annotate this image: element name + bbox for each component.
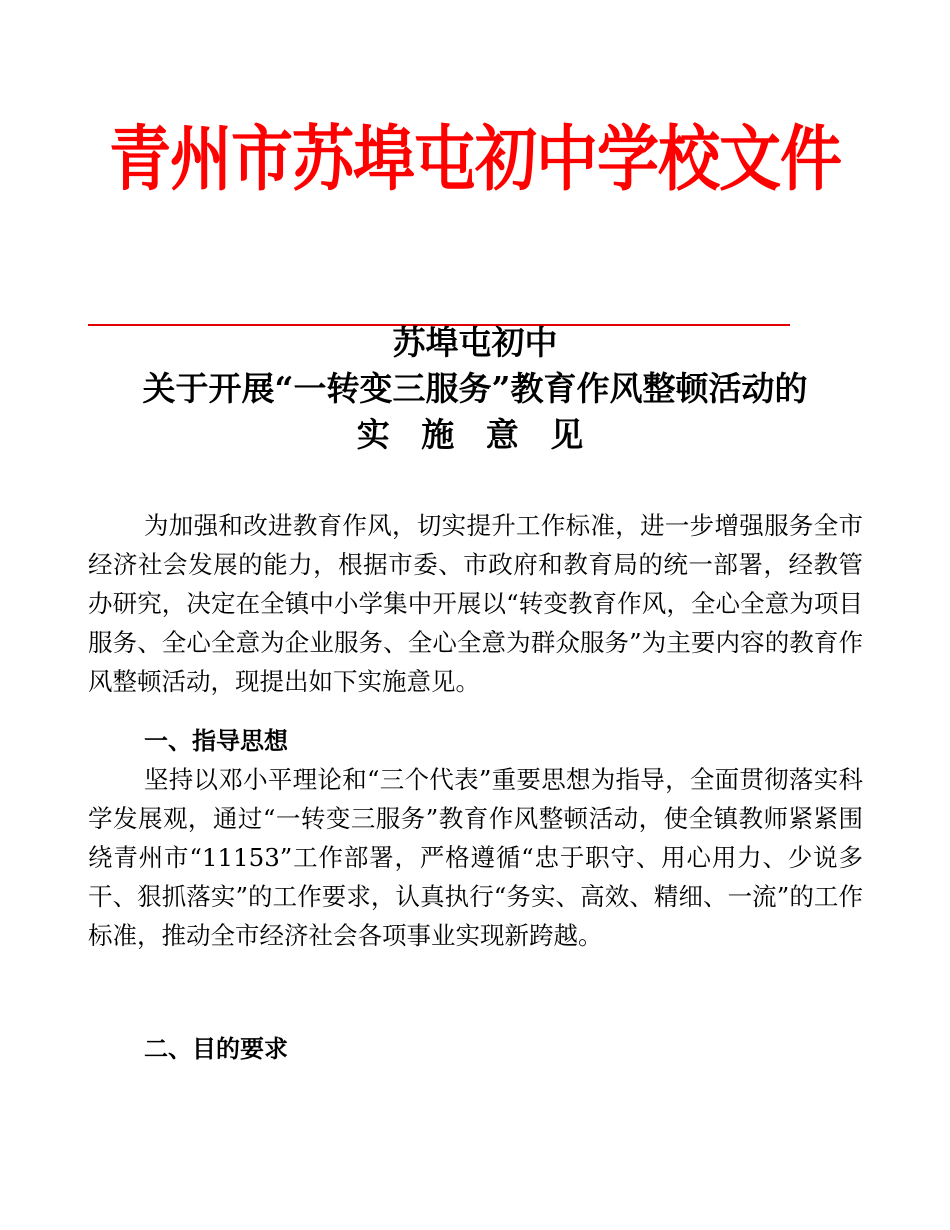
section-heading-objectives: 二、目的要求 [144, 1035, 288, 1063]
document-title-line-3: 实 施 意 见 [356, 415, 594, 454]
letterhead-title: 青州市苏埠屯初中学校文件 [108, 116, 841, 201]
document-title-line-1: 苏埠屯初中 [392, 323, 558, 362]
guiding-ideology-paragraph: 坚持以邓小平理论和“三个代表”重要思想为指导，全面贯彻落实科学发展观，通过“一转变三服务”教育作风整顿活动，使全镇教师紧紧围绕青州市“11153”工作部署，严格遵循“忠于职守、用心用力、少说多干、狠抓落实”的工作要求，认真执行“务实、高效、精细、一流”的工作标准，推动全市经济社会各项事业实现新跨越。 [88, 765, 863, 950]
section-heading-guiding-ideology: 一、指导思想 [144, 727, 288, 755]
intro-paragraph: 为加强和改进教育作风，切实提升工作标准，进一步增强服务全市经济社会发展的能力，根据市委、市政府和教育局的统一部署，经教管办研究，决定在全镇中小学集中开展以“转变教育作风，全心全意为项目服务、全心全意为企业服务、全心全意为群众服务”为主要内容的教育作风整顿活动，现提出如下实施意见。 [88, 511, 863, 696]
document-title-line-2: 关于开展“一转变三服务”教育作风整顿活动的 [142, 369, 808, 408]
